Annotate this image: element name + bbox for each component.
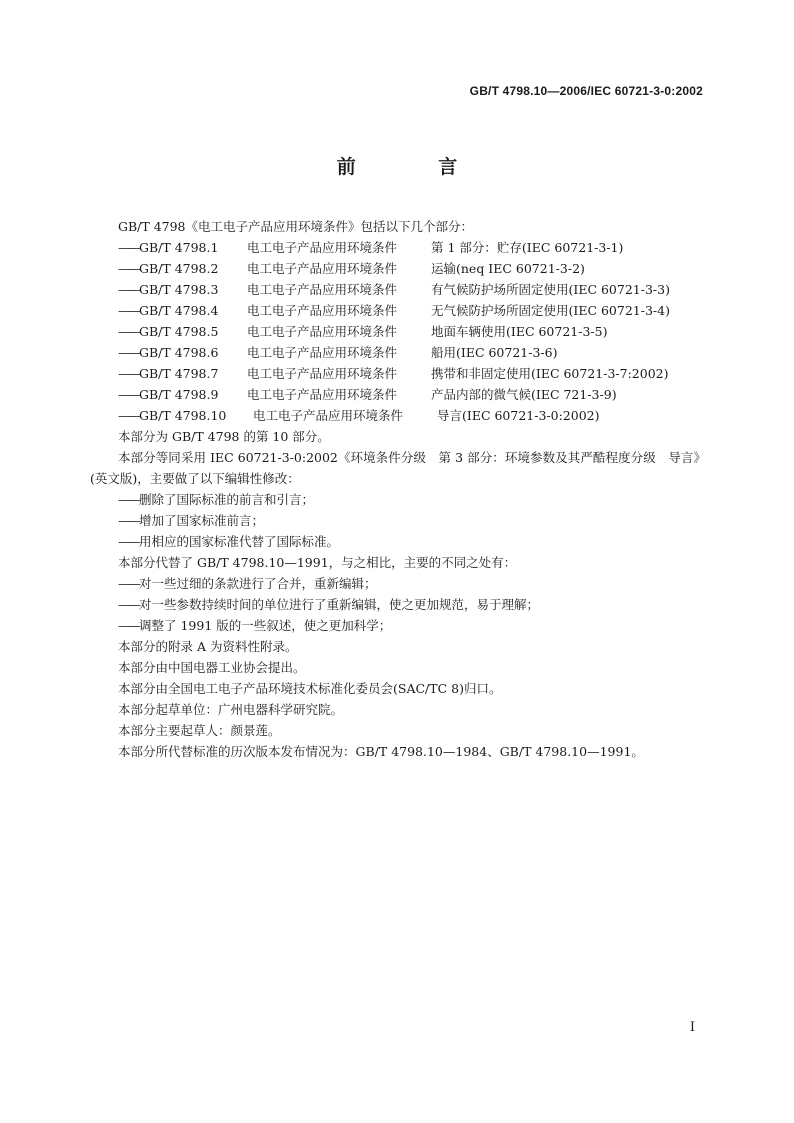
closing-paragraphs (90, 636, 706, 762)
part-number: GB/T 4798.5 (139, 324, 219, 339)
dash-marker: —— (118, 345, 139, 360)
part-title: 有气候防护场所固定使用(IEC 60721-3-3) (431, 282, 670, 297)
replacement-paragraph: 本部分代替了 GB/T 4798.10—1991，与之相比，主要的不同之处有： (118, 555, 517, 570)
part-number: GB/T 4798.1 (139, 240, 219, 255)
part-number: GB/T 4798.10 (139, 408, 227, 423)
changes-list (90, 573, 706, 636)
part-number: GB/T 4798.7 (139, 366, 219, 381)
edit-item (90, 489, 706, 510)
parts-list (90, 237, 706, 426)
part-item (90, 279, 706, 300)
change-item-text: 调整了 1991 版的一些叙述，使之更加科学； (139, 618, 392, 633)
part-title: 携带和非固定使用(IEC 60721-3-7:2002) (431, 366, 669, 381)
change-item (90, 573, 706, 594)
part-series-name: 电工电子产品应用环境条件 (247, 324, 398, 339)
this-part-paragraph: 本部分为 GB/T 4798 的第 10 部分。 (118, 429, 330, 444)
part-number: GB/T 4798.9 (139, 387, 219, 402)
part-series-name: 电工电子产品应用环境条件 (247, 240, 398, 255)
part-title: 导言(IEC 60721-3-0:2002) (437, 408, 600, 423)
dash-marker: —— (118, 576, 139, 591)
dash-marker: —— (118, 303, 139, 318)
part-item (90, 237, 706, 258)
intro-paragraph: GB/T 4798《电工电子产品应用环境条件》包括以下几个部分： (118, 219, 474, 234)
part-series-name: 电工电子产品应用环境条件 (247, 366, 398, 381)
dash-marker: —— (118, 240, 139, 255)
part-title: 地面车辆使用(IEC 60721-3-5) (431, 324, 608, 339)
closing-paragraph: 本部分由中国电器工业协会提出。 (118, 660, 306, 675)
closing-paragraph: 本部分起草单位：广州电器科学研究院。 (118, 702, 344, 717)
dash-marker: —— (118, 324, 139, 339)
edit-item-text: 删除了国际标准的前言和引言； (139, 492, 315, 507)
dash-marker: —— (118, 597, 139, 612)
dash-marker: —— (118, 513, 139, 528)
part-item (90, 384, 706, 405)
part-number: GB/T 4798.6 (139, 345, 219, 360)
change-item (90, 615, 706, 636)
edit-item (90, 531, 706, 552)
dash-marker: —— (118, 387, 139, 402)
part-item (90, 321, 706, 342)
change-item (90, 594, 706, 615)
part-title: 第 1 部分：贮存(IEC 60721-3-1) (431, 240, 624, 255)
part-item (90, 300, 706, 321)
part-item (90, 342, 706, 363)
part-title: 产品内部的微气候(IEC 721-3-9) (431, 387, 617, 402)
dash-marker: —— (118, 534, 139, 549)
foreword-body (90, 216, 706, 762)
edit-item-text: 用相应的国家标准代替了国际标准。 (139, 534, 340, 549)
dash-marker: —— (118, 618, 139, 633)
part-series-name: 电工电子产品应用环境条件 (247, 303, 398, 318)
part-item (90, 363, 706, 384)
part-series-name: 电工电子产品应用环境条件 (253, 408, 404, 423)
edit-item-text: 增加了国家标准前言； (139, 513, 265, 528)
change-item-text: 对一些过细的条款进行了合并，重新编辑； (139, 576, 377, 591)
change-item-text: 对一些参数持续时间的单位进行了重新编辑，使之更加规范，易于理解； (139, 597, 540, 612)
part-series-name: 电工电子产品应用环境条件 (247, 345, 398, 360)
part-title: 无气候防护场所固定使用(IEC 60721-3-4) (431, 303, 670, 318)
part-item (90, 258, 706, 279)
dash-marker: —— (118, 366, 139, 381)
standard-code-header: GB/T 4798.10—2006/IEC 60721-3-0:2002 (469, 84, 703, 98)
part-number: GB/T 4798.2 (139, 261, 219, 276)
part-series-name: 电工电子产品应用环境条件 (247, 261, 398, 276)
closing-paragraph: 本部分所代替标准的历次版本发布情况为：GB/T 4798.10—1984、GB/T 4798.10—1991。 (118, 744, 644, 759)
dash-marker: —— (118, 492, 139, 507)
dash-marker: —— (118, 261, 139, 276)
part-title: 船用(IEC 60721-3-6) (431, 345, 558, 360)
part-item (90, 405, 706, 426)
part-number: GB/T 4798.4 (139, 303, 219, 318)
closing-paragraph: 本部分主要起草人：颜景莲。 (118, 723, 281, 738)
closing-paragraph: 本部分的附录 A 为资料性附录。 (118, 639, 298, 654)
edits-list (90, 489, 706, 552)
part-number: GB/T 4798.3 (139, 282, 219, 297)
dash-marker: —— (118, 408, 139, 423)
page-number: I (689, 1020, 695, 1035)
part-series-name: 电工电子产品应用环境条件 (247, 282, 398, 297)
part-series-name: 电工电子产品应用环境条件 (247, 387, 398, 402)
page-title: 前 言 (336, 156, 496, 178)
dash-marker: —— (118, 282, 139, 297)
edit-item (90, 510, 706, 531)
part-title: 运输(neq IEC 60721-3-2) (431, 261, 585, 276)
closing-paragraph: 本部分由全国电工电子产品环境技术标准化委员会(SAC/TC 8)归口。 (118, 681, 502, 696)
adoption-paragraph: 本部分等同采用 IEC 60721-3-0:2002《环境条件分级 第 3 部分：环境参数及其严酷程度分级 导言》(英文版)，主要做了以下编辑性修改： (90, 450, 706, 486)
